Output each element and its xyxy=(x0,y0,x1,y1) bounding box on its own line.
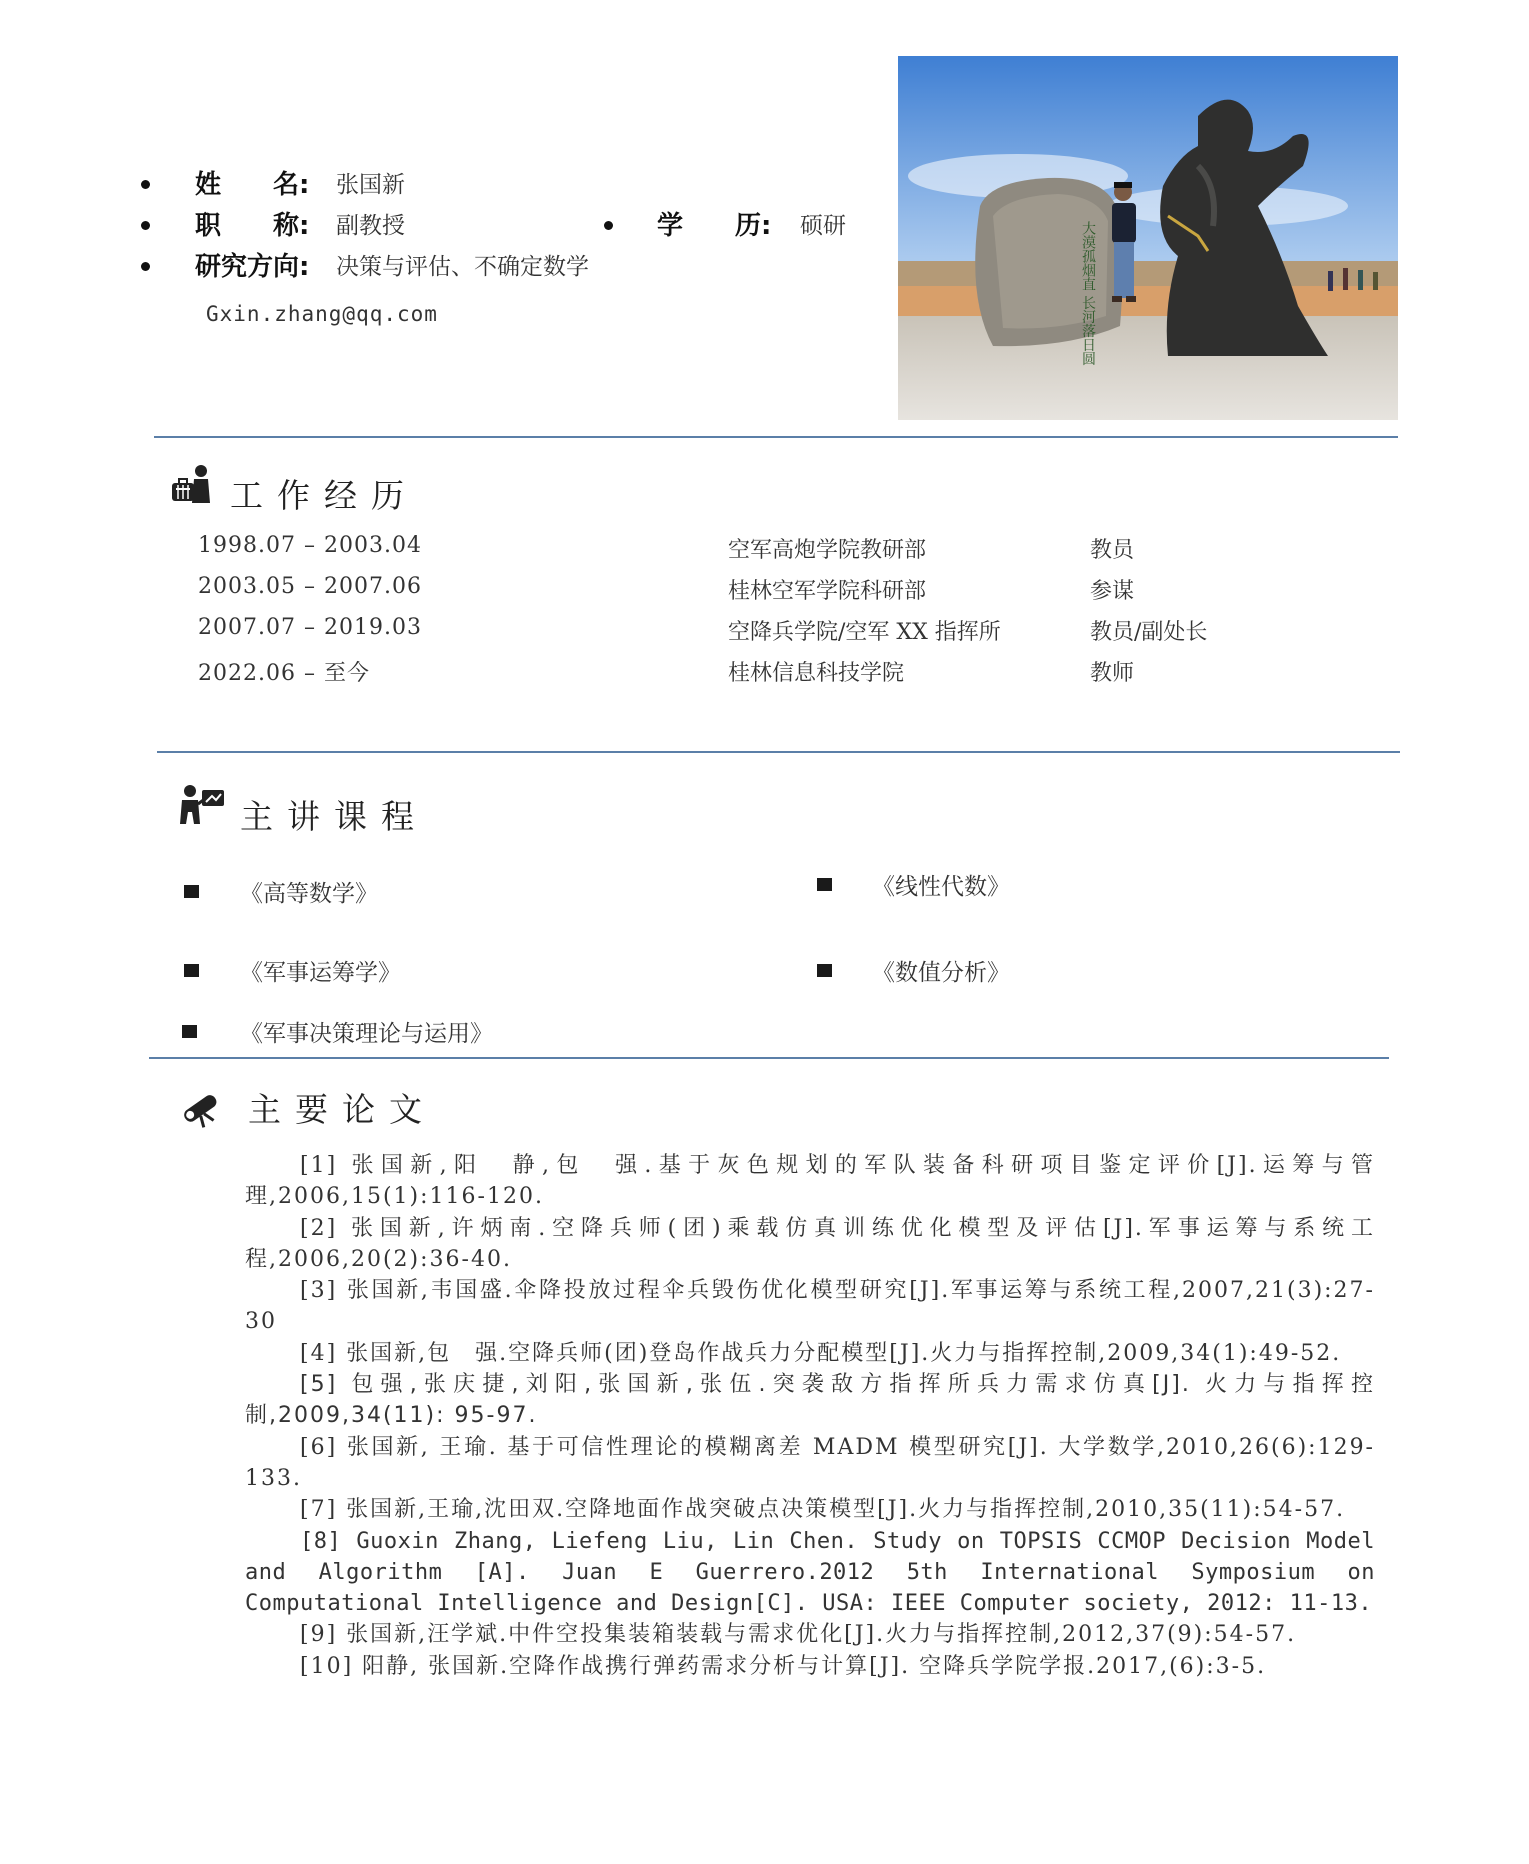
edu-value: 硕研 xyxy=(800,213,846,239)
work-role: 教员 xyxy=(1090,538,1135,563)
divider-3 xyxy=(149,1057,1389,1059)
paper-item: [8] Guoxin Zhang, Liefeng Liu, Lin Chen. Study on TOPSIS CCMOP Decision Model and Algorithm [A]. Juan E Guerrero.2012 5th International Symposium on Computational Intelligence and Design[C]. USA: IEEE Computer society, 2012: 11-13. xyxy=(245,1528,1375,1617)
work-role: 教员/副处长 xyxy=(1090,620,1208,645)
work-date: 1998.07 – 2003.04 xyxy=(198,533,422,558)
course-item: 《数值分析》 xyxy=(872,960,1010,986)
bullet-title xyxy=(141,221,150,230)
course-item: 《高等数学》 xyxy=(240,881,378,907)
course-item: 《军事决策理论与运用》 xyxy=(240,1021,493,1047)
course-item: 《线性代数》 xyxy=(872,874,1010,900)
section-title-courses: 主讲课程 xyxy=(240,797,428,836)
work-org: 空降兵学院/空军 XX 指挥所 xyxy=(728,620,1001,645)
divider-1 xyxy=(154,436,1398,438)
work-row xyxy=(198,615,1298,647)
diploma-icon xyxy=(178,1086,222,1130)
work-date: 2003.05 – 2007.06 xyxy=(198,574,422,599)
paper-item: [5] 包强,张庆捷,刘阳,张国新,张伍.突袭敌方指挥所兵力需求仿真[J]. 火力与指挥控制,2009,34(11): 95-97. xyxy=(245,1372,1375,1429)
course-bullet xyxy=(184,964,199,977)
divider-2 xyxy=(157,751,1400,753)
work-role: 参谋 xyxy=(1090,579,1135,604)
work-org: 桂林信息科技学院 xyxy=(728,661,905,686)
research-label: 研究方向: xyxy=(195,252,310,282)
research-value: 决策与评估、不确定数学 xyxy=(336,254,589,280)
name-label: 姓 名: xyxy=(195,170,310,200)
edu-label: 学 历: xyxy=(657,211,772,241)
teacher-icon xyxy=(180,784,226,826)
work-role: 教师 xyxy=(1090,661,1135,686)
profile-photo xyxy=(898,56,1398,420)
course-bullet xyxy=(182,1025,197,1038)
paper-item: [10] 阳静, 张国新.空降作战携行弹药需求分析与计算[J]. 空降兵学院学报.2017,(6):3-5. xyxy=(300,1653,1267,1679)
paper-item: [1] 张国新,阳 静,包 强.基于灰色规划的军队装备科研项目鉴定评价[J].运筹与管理,2006,15(1):116-120. xyxy=(245,1153,1375,1210)
stone-inscription: 大漠孤烟直 长河落日圆 xyxy=(1080,221,1096,366)
course-item: 《军事运筹学》 xyxy=(240,960,401,986)
section-title-work: 工作经历 xyxy=(230,476,418,515)
work-date: 2007.07 – 2019.03 xyxy=(198,615,422,640)
bullet-research xyxy=(141,262,150,271)
paper-item: [2] 张国新,许炳南.空降兵师(团)乘载仿真训练优化模型及评估[J].军事运筹与系统工程,2006,20(2):36-40. xyxy=(245,1215,1375,1272)
paper-item: [6] 张国新, 王瑜. 基于可信性理论的模糊离差 MADM 模型研究[J]. 大学数学,2010,26(6):129-133. xyxy=(245,1434,1375,1491)
paper-item: [3] 张国新,韦国盛.伞降投放过程伞兵毁伤优化模型研究[J].军事运筹与系统工程,2007,21(3):27-30 xyxy=(245,1278,1375,1335)
paper-item: [7] 张国新,王瑜,沈田双.空降地面作战突破点决策模型[J].火力与指挥控制,2010,35(11):54-57. xyxy=(300,1497,1346,1523)
course-bullet xyxy=(817,878,832,891)
work-row xyxy=(198,656,1298,688)
work-row xyxy=(198,533,1298,565)
briefcase-person-icon xyxy=(170,463,216,505)
bullet-name xyxy=(141,180,150,189)
paper-item: [4] 张国新,包 强.空降兵师(团)登岛作战兵力分配模型[J].火力与指挥控制,2009,34(1):49-52. xyxy=(300,1340,1342,1366)
course-bullet xyxy=(184,885,199,898)
name-value: 张国新 xyxy=(336,172,405,198)
work-date: 2022.06 – 至今 xyxy=(198,661,370,686)
work-org: 空军高炮学院教研部 xyxy=(728,538,927,563)
bullet-edu xyxy=(604,221,613,230)
paper-item: [9] 张国新,汪学斌.中件空投集装箱装载与需求优化[J].火力与指挥控制,2012,37(9):54-57. xyxy=(300,1622,1297,1648)
work-org: 桂林空军学院科研部 xyxy=(728,579,927,604)
email: Gxin.zhang@qq.com xyxy=(206,302,438,326)
paper-list xyxy=(245,1150,1375,1682)
title-value: 副教授 xyxy=(336,213,405,239)
section-title-papers: 主要论文 xyxy=(248,1090,436,1129)
course-bullet xyxy=(817,964,832,977)
work-row xyxy=(198,574,1298,606)
title-label: 职 称: xyxy=(195,211,310,241)
